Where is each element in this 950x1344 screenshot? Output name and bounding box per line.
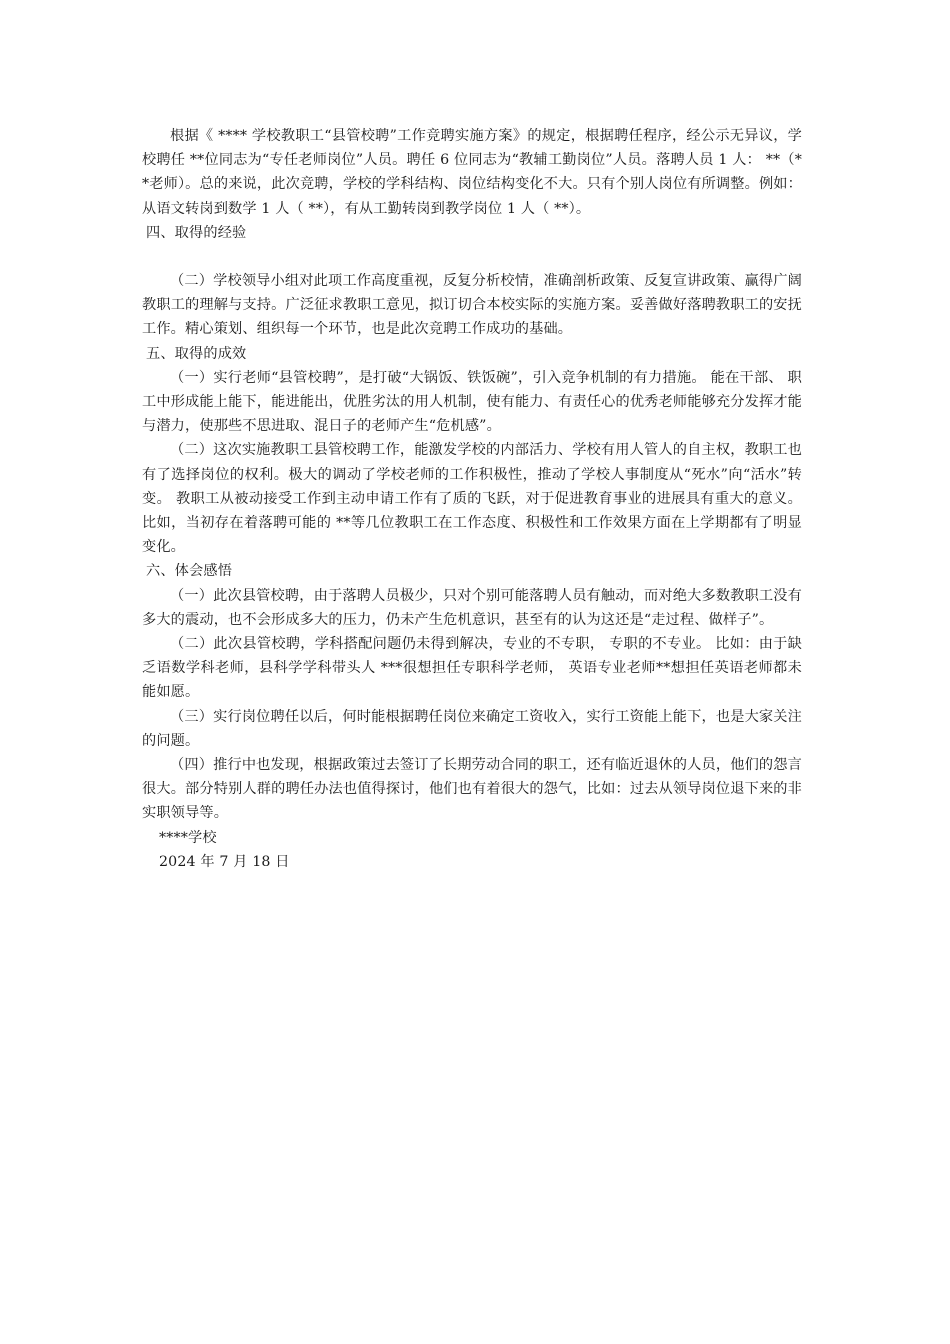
paragraph-reflection-1: （一）此次县管校聘，由于落聘人员极少，只对个别可能落聘人员有触动，而对绝大多数教职工没有多大的震动，也不会形成多大的压力，仍未产生危机意识，甚至有的认为这还是“走过程、做样子”。 [142, 587, 802, 628]
paragraph-reflection-2: （二）此次县管校聘，学科搭配问题仍未得到解决，专业的不专职， 专职的不专业。 比如：由于缺乏语数学科老师，县科学学科带头人 ***很想担任专职科学老师， 英语专业老师**想担任英语老师都未能如愿。 [142, 636, 802, 701]
signature-school: ****学校 [159, 829, 217, 846]
section-heading-5: 五、取得的成效 [146, 345, 247, 362]
blank-line [142, 245, 802, 269]
paragraph-result-1: （一）实行老师“县管校聘”，是打破“大锅饭、铁饭碗”，引入竞争机制的有力措施。 能在干部、 职工中形成能上能下，能进能出，优胜劣汰的用人机制，使有能力、有责任心的优秀老师能够充分发挥才能与潜力，使那些不思进取、混日子的老师产生“危机感”。 [142, 369, 802, 435]
paragraph-intro: 根据《 **** 学校教职工“县管校聘”工作竞聘实施方案》的规定，根据聘任程序，经公示无异议，学校聘任 **位同志为“专任老师岗位”人员。聘任 6 位同志为“教辅工勤岗位”人员。落聘人员 1 人： **（**老师）。总的来说，此次竞聘，学校的学科结构、岗位结构变化不大。只有个别人岗位有所调整。例如：从语文转岗到数学 1 人（ **），有从工勤转岗到教学岗位 1 人（ **）。 [142, 128, 802, 217]
paragraph-experience-2: （二）学校领导小组对此项工作高度重视，反复分析校情，准确剖析政策、反复宣讲政策、赢得广阔教职工的理解与支持。广泛征求教职工意见，拟订切合本校实际的实施方案。妥善做好落聘教职工的安抚工作。精心策划、组织每一个环节，也是此次竞聘工作成功的基础。 [142, 273, 802, 338]
signature-date: 2024 年 7 月 18 日 [159, 853, 290, 870]
document-body [142, 124, 802, 874]
section-heading-4: 四、取得的经验 [146, 224, 247, 241]
paragraph-reflection-3: （三）实行岗位聘任以后，何时能根据聘任岗位来确定工资收入，实行工资能上能下，也是大家关注的问题。 [142, 708, 802, 749]
paragraph-result-2: （二）这次实施教职工县管校聘工作，能激发学校的内部活力、学校有用人管人的自主权，教职工也有了选择岗位的权利。极大的调动了学校老师的工作积极性，推动了学校人事制度从“死水”向“活水”转变。 教职工从被动接受工作到主动申请工作有了质的飞跃，对于促进教育事业的进展具有重大的意义。比如，当初存在着落聘可能的 **等几位教职工在工作态度、积极性和工作效果方面在上学期都有了明显变化。 [142, 442, 802, 556]
section-heading-6: 六、体会感悟 [146, 563, 233, 580]
paragraph-reflection-4: （四）推行中也发现，根据政策过去签订了长期劳动合同的职工，还有临近退休的人员，他们的怨言很大。部分特别人群的聘任办法也值得探讨，他们也有着很大的怨气，比如：过去从领导岗位退下来的非实职领导等。 [142, 757, 802, 822]
